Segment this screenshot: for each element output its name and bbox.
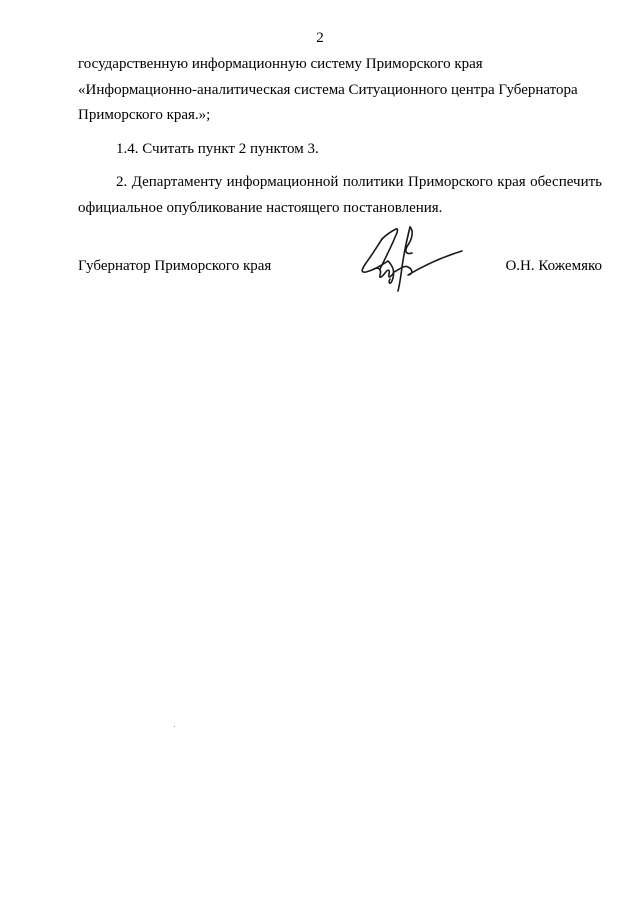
paragraph-line: «Информационно-аналитическая система Ситуационного центра Губернатора — [78, 81, 578, 98]
document-body — [78, 52, 602, 221]
paragraph-item-2: 2. Департаменту информационной политики Приморского края обеспечить официальное опубликование настоящего постановления. — [78, 174, 602, 216]
signer-title: Губернатор Приморского края — [78, 258, 272, 274]
paragraph-item-1-4: 1.4. Считать пункт 2 пунктом 3. — [116, 140, 319, 157]
paragraph-line: Приморского края.»; — [78, 107, 211, 123]
page-number: 2 — [316, 30, 324, 46]
scan-speck — [174, 726, 175, 727]
paragraph-line: государственную информационную систему Приморского края — [78, 56, 483, 72]
signer-name: О.Н. Кожемяко — [505, 258, 602, 274]
signature-block — [78, 258, 602, 284]
